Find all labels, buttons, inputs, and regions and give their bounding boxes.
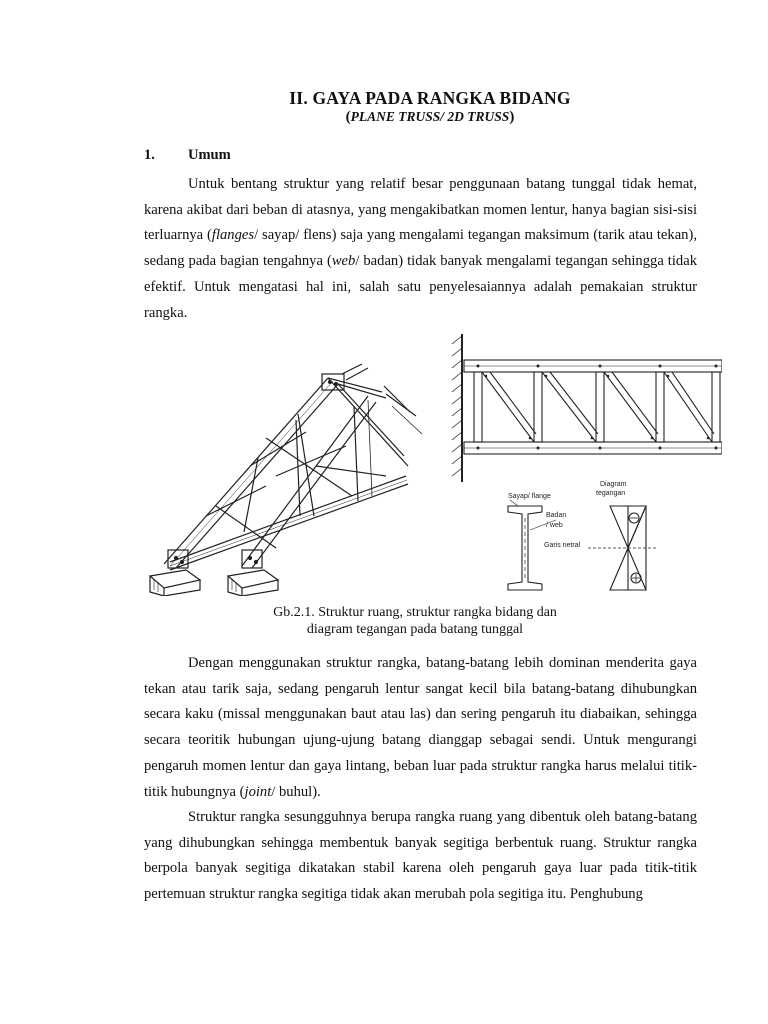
section-number: 1. [144, 147, 155, 163]
label-neutral-axis: Garis netral [544, 542, 581, 549]
paragraph-1-italic-web: web [331, 253, 356, 270]
paragraph-2-text-b: / buhul). [271, 783, 321, 800]
space-truss-illustration [146, 336, 432, 596]
label-web-1: Badan [546, 512, 567, 519]
subtitle-close-paren: ) [509, 109, 515, 125]
label-flange: Sayap/ flange [508, 493, 551, 500]
label-stress-diagram-1: Diagram [600, 481, 627, 488]
truss-and-stress-diagram [450, 334, 722, 598]
i-beam-section [508, 506, 542, 590]
paragraph-1-text-b: / sayap/ flens) saja yang mengalami tegangan maksimum (tarik atau tekan), sedang pada bagian tengahnya ( [144, 227, 697, 270]
section-title: Umum [188, 147, 231, 163]
paragraph-3: Struktur rangka sesungguhnya berupa rangka ruang yang dibentuk oleh batang-batang yang dihubungkan sehingga membentuk banyak segitiga berbentuk ruang. Struktur rangka berpola banyak segitiga dikatakan stabil karena oleh pengaruh gaya luar pada titik-titik pertemuan struktur rangka segitiga tidak akan merubah pola segitiga itu. Penghubung [144, 809, 697, 903]
subtitle-italic: PLANE TRUSS/ 2D TRUSS [350, 109, 510, 124]
paragraph-1-text-a: Untuk bentang struktur yang relatif besar penggunaan batang tunggal tidak hemat, karena akibat dari beban di atasnya, yang mengakibatkan momen lentur, hanya bagian sisi-sisi terluarnya ( [144, 176, 697, 244]
paragraph-2-italic-joint: joint [244, 783, 272, 800]
wall-support [452, 334, 462, 482]
label-stress-diagram-2: tegangan [596, 490, 626, 497]
caption-line-1: Gb.2.1. Struktur ruang, struktur rangka bidang dan [273, 605, 557, 620]
label-web-2: / web [546, 522, 563, 529]
paragraph-1-italic-flanges: flanges [211, 227, 255, 244]
cantilever-truss [464, 360, 722, 454]
figure-caption [250, 604, 580, 638]
paragraph-1 [144, 172, 697, 326]
paragraph-2 [144, 651, 697, 805]
paragraph-1-text-c: / badan) tidak banyak mengalami tegangan sehingga tidak efektif. Untuk mengatasi hal ini, salah satu penyelesaiannya adalah pemakaian struktur rangka. [144, 253, 697, 321]
caption-line-2: diagram tegangan pada batang tunggal [306, 622, 524, 637]
page-title: II. GAYA PADA RANGKA BIDANG [289, 88, 571, 108]
page-subtitle [0, 109, 768, 126]
subtitle-open-paren: ( [345, 109, 351, 125]
paragraph-2-text-a: Dengan menggunakan struktur rangka, batang-batang lebih dominan menderita gaya tekan atau tarik saja, sedang pengaruh lentur sangat kecil bila batang-batang dihubungkan secara kaku (missal menggunakan baut atau las) dan sering pengaruh itu diabaikan, sehingga secara teoritik hubungan ujung-ujung batang dianggap sebagai sendi. Untuk mengurangi pengaruh momen lentur dan gaya lintang, beban luar pada struktur rangka harus melalui titik-titik hubungnya ( [144, 655, 697, 800]
